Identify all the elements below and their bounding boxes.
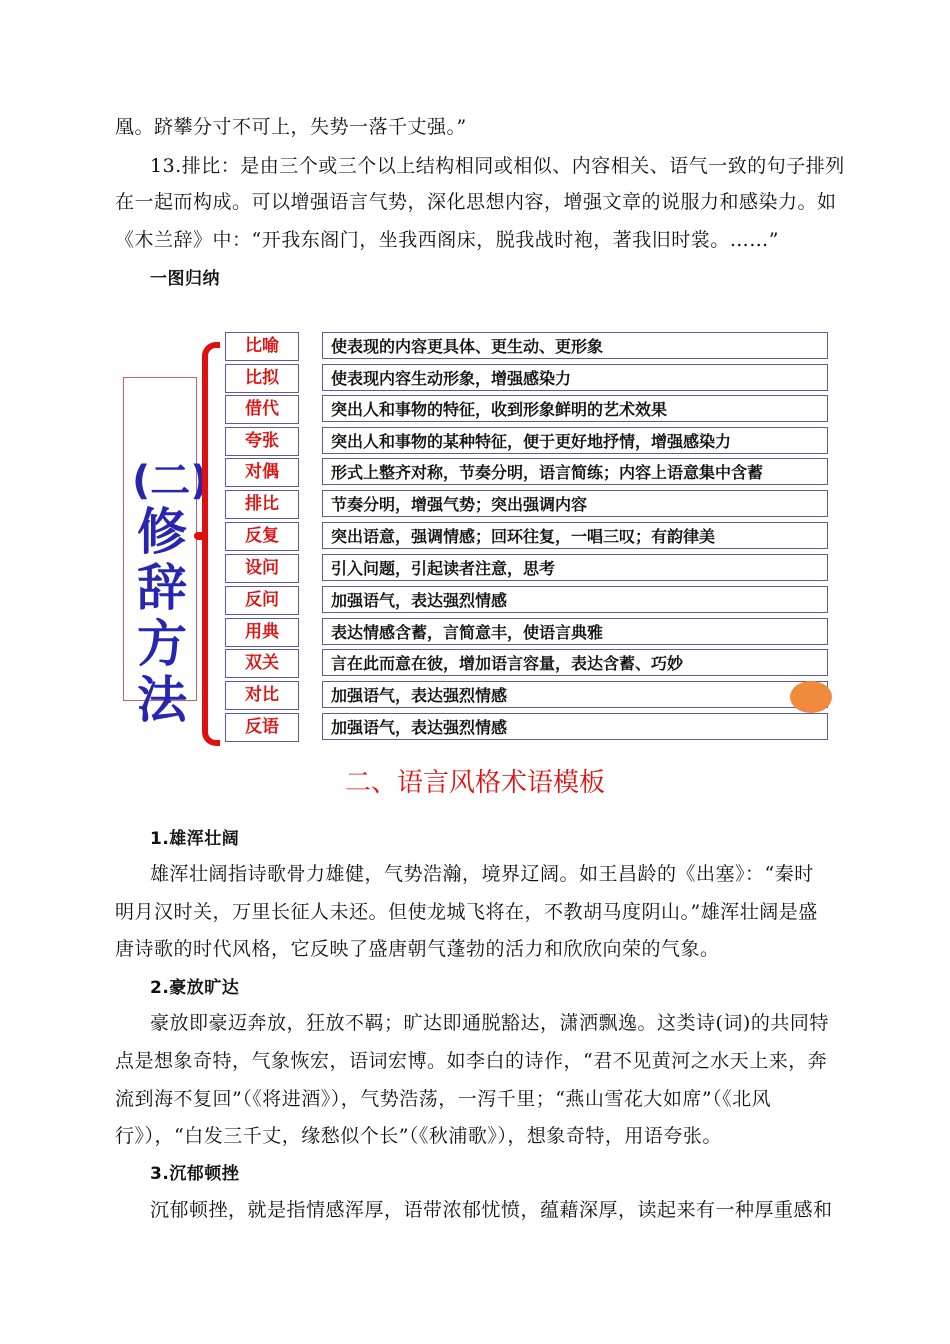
term-description: 形式上整齐对称，节奏分明，语言简练；内容上语意集中含蓄 [322, 458, 828, 485]
vertical-title-char: 辞 [137, 559, 187, 617]
term-label: 借代 [225, 395, 299, 424]
vertical-title [132, 458, 209, 729]
term-label: 用典 [225, 618, 299, 647]
term-label: 夸张 [225, 427, 299, 456]
item-line: 明月汉时关，万里长征人未还。但使龙城飞将在，不教胡马度阴山。”雄浑壮阔是盛 [115, 901, 818, 923]
term-label: 双关 [225, 649, 299, 678]
item-heading: 2.豪放旷达 [150, 978, 240, 998]
para-line: 13.排比：是由三个或三个以上结构相同或相似、内容相关、语气一致的句子排列 [150, 155, 845, 177]
section-title: 二、语言风格术语模板 [344, 768, 605, 798]
red-brace-tip [194, 532, 208, 540]
term-description: 使表现内容生动形象，增强感染力 [322, 364, 828, 391]
term-description: 加强语气，表达强烈情感 [322, 681, 828, 708]
item-heading: 3.沉郁顿挫 [150, 1164, 240, 1184]
term-description: 突出人和事物的某种特征，便于更好地抒情，增强感染力 [322, 427, 828, 454]
diagram-row [225, 713, 830, 742]
diagram-row [225, 681, 830, 710]
vertical-title-paren: (二) [132, 458, 209, 504]
orange-marker [790, 681, 832, 713]
term-description: 突出人和事物的特征，收到形象鲜明的艺术效果 [322, 395, 828, 422]
term-description: 突出语意，强调情感；回环往复，一唱三叹；有韵律美 [322, 522, 828, 549]
item-line: 雄浑壮阔指诗歌骨力雄健，气势浩瀚，境界辽阔。如王昌龄的《出塞》：“秦时 [150, 863, 814, 885]
term-label: 排比 [225, 490, 299, 519]
diagram-row [225, 586, 830, 615]
item-line: 豪放即豪迈奔放，狂放不羁；旷达即通脱豁达，潇洒飘逸。这类诗(词)的共同特 [150, 1012, 829, 1034]
diagram-row [225, 490, 830, 519]
para-line: 在一起而构成。可以增强语言气势，深化思想内容，增强文章的说服力和感染力。如 [115, 191, 837, 213]
term-description: 加强语气，表达强烈情感 [322, 713, 828, 740]
diagram-row [225, 554, 830, 583]
diagram-row [225, 522, 830, 551]
term-description: 表达情感含蓄，言简意丰，使语言典雅 [322, 618, 828, 645]
summary-heading: 一图归纳 [150, 269, 220, 289]
term-description: 加强语气，表达强烈情感 [322, 586, 828, 613]
term-label: 反复 [225, 522, 299, 551]
para-line: 凰。跻攀分寸不可上，失势一落千丈强。” [115, 116, 467, 138]
rhetoric-diagram [120, 330, 835, 745]
diagram-row [225, 649, 830, 678]
item-line: 行》），“白发三千丈，缘愁似个长”（《秋浦歌》），想象奇特，用语夸张。 [115, 1125, 722, 1147]
diagram-row [225, 618, 830, 647]
vertical-title-box [123, 377, 209, 729]
term-label: 比喻 [225, 332, 299, 361]
vertical-title-char: 法 [137, 671, 187, 729]
diagram-row [225, 427, 830, 456]
diagram-row [225, 458, 830, 487]
term-label: 对比 [225, 681, 299, 710]
term-description: 使表现的内容更具体、更生动、更形象 [322, 332, 828, 359]
red-brace [202, 342, 220, 746]
diagram-row [225, 332, 830, 361]
diagram-row [225, 364, 830, 393]
vertical-title-char: 修 [137, 503, 187, 561]
vertical-title-char: 方 [137, 615, 187, 673]
para-line: 《木兰辞》中：“开我东阁门，坐我西阁床，脱我战时袍，著我旧时裳。……” [115, 229, 779, 251]
term-description: 言在此而意在彼，增加语言容量，表达含蓄、巧妙 [322, 649, 828, 676]
term-label: 反问 [225, 586, 299, 615]
term-label: 设问 [225, 554, 299, 583]
diagram-row [225, 395, 830, 424]
term-description: 节奏分明，增强气势；突出强调内容 [322, 490, 828, 517]
item-heading: 1.雄浑壮阔 [150, 829, 240, 849]
term-description: 引入问题，引起读者注意，思考 [322, 554, 828, 581]
term-label: 比拟 [225, 364, 299, 393]
term-label: 反语 [225, 713, 299, 742]
item-line: 流到海不复回”（《将进酒》），气势浩荡，一泻千里；“燕山雪花大如席”（《北风 [115, 1088, 772, 1110]
item-line: 唐诗歌的时代风格，它反映了盛唐朝气蓬勃的活力和欣欣向荣的气象。 [115, 938, 720, 960]
item-line: 点是想象奇特，气象恢宏，语词宏博。如李白的诗作，“君不见黄河之水天上来，奔 [115, 1050, 828, 1072]
item-line: 沉郁顿挫，就是指情感浑厚，语带浓郁忧愤，蕴藉深厚，读起来有一种厚重感和 [150, 1199, 833, 1221]
term-label: 对偶 [225, 458, 299, 487]
